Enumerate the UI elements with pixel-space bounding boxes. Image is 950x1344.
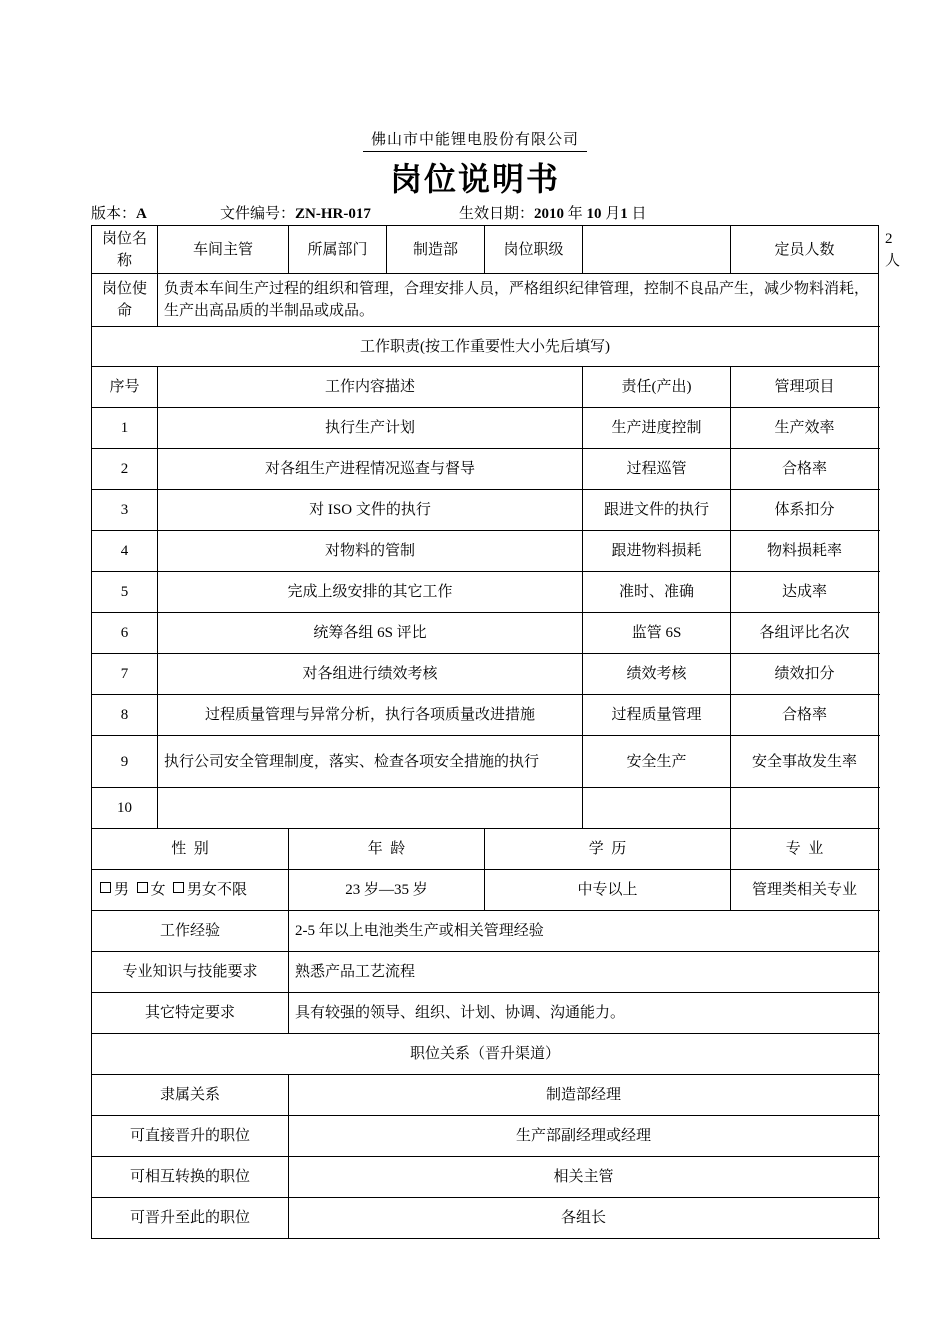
duty-management-item: 合格率 [731, 449, 879, 490]
duty-no: 1 [92, 408, 158, 449]
duty-no: 9 [92, 736, 158, 788]
mission-text: 负责本车间生产过程的组织和管理，合理安排人员，严格组织纪律管理，控制不良品产生，减少物料消耗，生产出高品质的半制品或成品。 [158, 274, 879, 327]
gender-male-label: 男 [114, 882, 130, 898]
skills-row [92, 952, 879, 993]
duty-no: 7 [92, 654, 158, 695]
duty-row [92, 408, 879, 449]
age-label: 年 龄 [289, 829, 485, 870]
education-label: 学 历 [485, 829, 731, 870]
relation-value: 制造部经理 [289, 1075, 879, 1116]
duty-responsibility: 安全生产 [583, 736, 731, 788]
checkbox-male[interactable] [100, 882, 111, 893]
gender-options [92, 870, 289, 911]
rank-label: 岗位职级 [485, 226, 583, 274]
headcount-label: 定员人数 [731, 226, 879, 274]
duty-management-item: 各组评比名次 [731, 613, 879, 654]
duty-management-item: 物料损耗率 [731, 531, 879, 572]
duty-no: 8 [92, 695, 158, 736]
document-title: 岗位说明书 [389, 160, 560, 198]
mission-row [92, 274, 879, 327]
duty-responsibility [583, 788, 731, 829]
relation-label: 可直接晋升的职位 [92, 1116, 289, 1157]
duty-no: 3 [92, 490, 158, 531]
relation-value: 生产部副经理或经理 [289, 1116, 879, 1157]
company-name: 佛山市中能锂电股份有限公司 [0, 128, 950, 152]
duty-no: 4 [92, 531, 158, 572]
duty-responsibility: 生产进度控制 [583, 408, 731, 449]
duty-description: 执行公司安全管理制度，落实、检查各项安全措施的执行 [158, 736, 583, 788]
duty-description: 对各组生产进程情况巡查与督导 [158, 449, 583, 490]
education-value: 中专以上 [485, 870, 731, 911]
skills-label: 专业知识与技能要求 [92, 952, 289, 993]
relation-value: 相关主管 [289, 1157, 879, 1198]
effective-date-info: 生效日期：2010 年 10 月1 日 [459, 206, 647, 222]
relation-label: 可晋升至此的职位 [92, 1198, 289, 1239]
duty-description: 统筹各组 6S 评比 [158, 613, 583, 654]
relation-value: 各组长 [289, 1198, 879, 1239]
duty-row [92, 654, 879, 695]
duties-section-title: 工作职责(按工作重要性大小先后填写) [92, 327, 879, 367]
duty-responsibility: 监管 6S [583, 613, 731, 654]
experience-label: 工作经验 [92, 911, 289, 952]
relation-label: 可相互转换的职位 [92, 1157, 289, 1198]
relation-row [92, 1198, 879, 1239]
other-value: 具有较强的领导、组织、计划、协调、沟通能力。 [289, 993, 879, 1034]
job-description-table [91, 225, 901, 1239]
relation-row [92, 1075, 879, 1116]
experience-value: 2-5 年以上电池类生产或相关管理经验 [289, 911, 879, 952]
other-requirements-row [92, 993, 879, 1034]
duty-no: 10 [92, 788, 158, 829]
rank-value [583, 226, 731, 274]
duty-description: 对 ISO 文件的执行 [158, 490, 583, 531]
basic-info-row: 岗位名称 车间主管 所属部门 制造部 岗位职级 定员人数 2 人 [92, 226, 879, 274]
duty-no: 5 [92, 572, 158, 613]
duty-no: 2 [92, 449, 158, 490]
duty-row [92, 736, 879, 788]
duty-management-item: 体系扣分 [731, 490, 879, 531]
duty-row [92, 449, 879, 490]
relations-section-title: 职位关系（晋升渠道） [92, 1034, 879, 1075]
duty-management-item: 生产效率 [731, 408, 879, 449]
duty-responsibility: 绩效考核 [583, 654, 731, 695]
major-label: 专 业 [731, 829, 879, 870]
checkbox-any-gender[interactable] [173, 882, 184, 893]
relation-row [92, 1157, 879, 1198]
duty-management-item: 安全事故发生率 [731, 736, 879, 788]
age-value: 23 岁—35 岁 [289, 870, 485, 911]
duty-management-item [731, 788, 879, 829]
duty-management-item: 达成率 [731, 572, 879, 613]
col-header-no: 序号 [92, 367, 158, 408]
duty-no: 6 [92, 613, 158, 654]
duty-responsibility: 跟进文件的执行 [583, 490, 731, 531]
dept-label: 所属部门 [289, 226, 387, 274]
duty-description: 完成上级安排的其它工作 [158, 572, 583, 613]
version-info: 版本：A [91, 206, 147, 222]
duty-description [158, 788, 583, 829]
duty-row [92, 695, 879, 736]
duty-responsibility: 跟进物料损耗 [583, 531, 731, 572]
dept-value: 制造部 [387, 226, 485, 274]
duty-description: 对各组进行绩效考核 [158, 654, 583, 695]
duty-management-item: 绩效扣分 [731, 654, 879, 695]
duty-responsibility: 过程质量管理 [583, 695, 731, 736]
duty-description: 对物料的管制 [158, 531, 583, 572]
post-name-value: 车间主管 [158, 226, 289, 274]
col-header-description: 工作内容描述 [158, 367, 583, 408]
other-label: 其它特定要求 [92, 993, 289, 1034]
duties-section-title-row [92, 327, 879, 367]
duty-responsibility: 准时、准确 [583, 572, 731, 613]
post-name-label: 岗位名称 [92, 226, 158, 274]
duty-management-item: 合格率 [731, 695, 879, 736]
gender-female-label: 女 [150, 882, 166, 898]
duty-row [92, 613, 879, 654]
gender-any-label: 男女不限 [187, 882, 248, 898]
skills-value: 熟悉产品工艺流程 [289, 952, 879, 993]
experience-row [92, 911, 879, 952]
doc-number-info: 文件编号：ZN-HR-017 [220, 206, 371, 222]
duty-description: 过程质量管理与异常分析，执行各项质量改进措施 [158, 695, 583, 736]
requirements-header-row [92, 829, 879, 870]
duties-header-row [92, 367, 879, 408]
requirements-values-row [92, 870, 879, 911]
duty-row [92, 490, 879, 531]
relation-label: 隶属关系 [92, 1075, 289, 1116]
duty-responsibility: 过程巡管 [583, 449, 731, 490]
relation-row [92, 1116, 879, 1157]
col-header-responsibility: 责任(产出) [583, 367, 731, 408]
duty-row [92, 788, 879, 829]
gender-label: 性 别 [92, 829, 289, 870]
mission-label: 岗位使命 [92, 274, 158, 327]
duty-row [92, 531, 879, 572]
duty-description: 执行生产计划 [158, 408, 583, 449]
duty-row [92, 572, 879, 613]
checkbox-female[interactable] [137, 882, 148, 893]
relations-section-title-row [92, 1034, 879, 1075]
col-header-management-item: 管理项目 [731, 367, 879, 408]
major-value: 管理类相关专业 [731, 870, 879, 911]
